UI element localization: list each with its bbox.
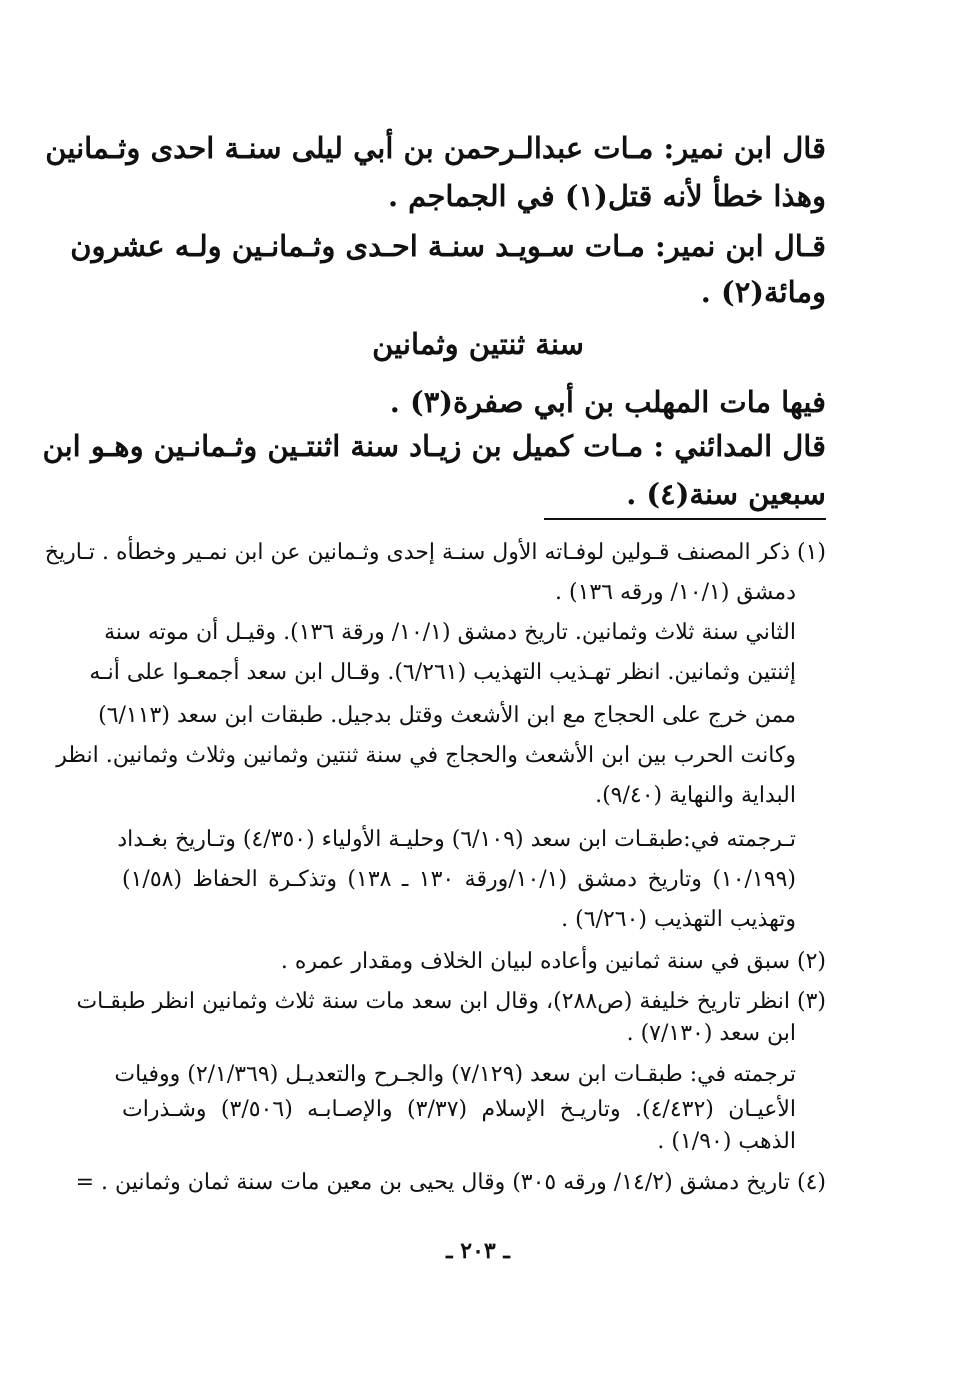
footnote-1-line-10: وتهذيب التهذيب (٦/٢٦٠) . xyxy=(561,907,796,932)
body-line-6: قال المدائني : مـات كميل بن زيـاد سنة اثنتـين وثـمانـين وهـو ابن xyxy=(42,429,826,463)
section-heading: سنة ثنتين وثمانين xyxy=(372,327,584,361)
body-line-2: وهذا خطأ لأنه قتل(١) في الجماجم . xyxy=(387,179,826,213)
footnote-3-line-3: ترجمته في: طبقـات ابن سعد (٧/١٢٩) والجـرح والتعديـل (٢/١/٣٦٩) ووفيات xyxy=(114,1062,796,1087)
footnote-2-line-1: (٢) سبق في سنة ثمانين وأعاده لبيان الخلاف ومقدار عمره . xyxy=(280,949,826,974)
footnote-1-line-2: دمشق (١٠/١/ ورقه ١٣٦) . xyxy=(554,580,796,605)
body-line-1: قال ابن نمير: مـات عبدالـرحمن بن أبي ليلى سنـة احدى وثـمانين xyxy=(45,131,826,165)
footnote-3-line-5: الذهب (١/٩٠) . xyxy=(657,1129,796,1154)
body-line-7: سبعين سنة(٤) . xyxy=(626,477,826,511)
footnote-3-line-1: (٣) انظر تاريخ خليفة (ص٢٨٨)، وقال ابن سعد مات سنة ثلاث وثمانين انظر طبقـات xyxy=(76,989,826,1014)
footnote-1-line-5: ممن خرج على الحجاج مع ابن الأشعث وقتل بدجيل. طبقات ابن سعد (٦/١١٣) xyxy=(98,703,796,728)
body-line-5: فيها مات المهلب بن أبي صفرة(٣) . xyxy=(389,385,826,419)
footnote-1-line-3: الثاني سنة ثلاث وثمانين. تاريخ دمشق (١٠/١/ ورقة ١٣٦). وقيـل أن موته سنة xyxy=(104,620,796,645)
footnote-3-line-4: الأعيـان (٤/٤٣٢). وتاريـخ الإسلام (٣/٣٧) والإصـابـه (٣/٥٠٦) وشـذرات xyxy=(122,1097,796,1122)
page-number: ـ ٢٠٣ ـ xyxy=(446,1238,510,1264)
footnote-1-line-7: البداية والنهاية (٩/٤٠). xyxy=(595,783,796,808)
footnote-1-line-6: وكانت الحرب بين ابن الأشعث والحجاج في سنة ثنتين وثمانين وثلاث وثمانين. انظر xyxy=(56,743,796,768)
body-line-4: ومائة(٢) . xyxy=(700,275,826,309)
footnote-3-line-2: ابن سعد (٧/١٣٠) . xyxy=(626,1021,796,1046)
footnote-1-line-4: إثنتين وثمانين. انظر تهـذيب التهذيب (٦/٢٦١). وقـال ابن سعد أجمعـوا على أنـه xyxy=(89,660,796,685)
footnote-1-line-1: (١) ذكر المصنف قـولين لوفـاته الأول سنـة إحدى وثـمانين عن ابن نمـير وخطأه . تـاريخ xyxy=(44,540,826,565)
footnote-4-line-1: (٤) تاريخ دمشق (١٤/٢/ ورقه ٣٠٥) وقال يحيى بن معين مات سنة ثمان وثمانين . = xyxy=(75,1170,826,1195)
footnote-1-line-8: تـرجمته في:طبقـات ابن سعد (٦/١٠٩) وحليـة الأولياء (٤/٣٥٠) وتـاريخ بغـداد xyxy=(117,827,796,852)
body-line-3: قـال ابن نمير: مـات سـويـد سنـة احـدى وثـمانـين ولـه عشرون xyxy=(70,229,826,263)
footnote-separator xyxy=(544,518,826,520)
footnote-1-line-9: (١٠/١٩٩) وتاريخ دمشق (١٠/١/ورقة ١٣٠ ـ ١٣٨) وتذكـرة الحفاظ (١/٥٨) xyxy=(122,867,796,892)
